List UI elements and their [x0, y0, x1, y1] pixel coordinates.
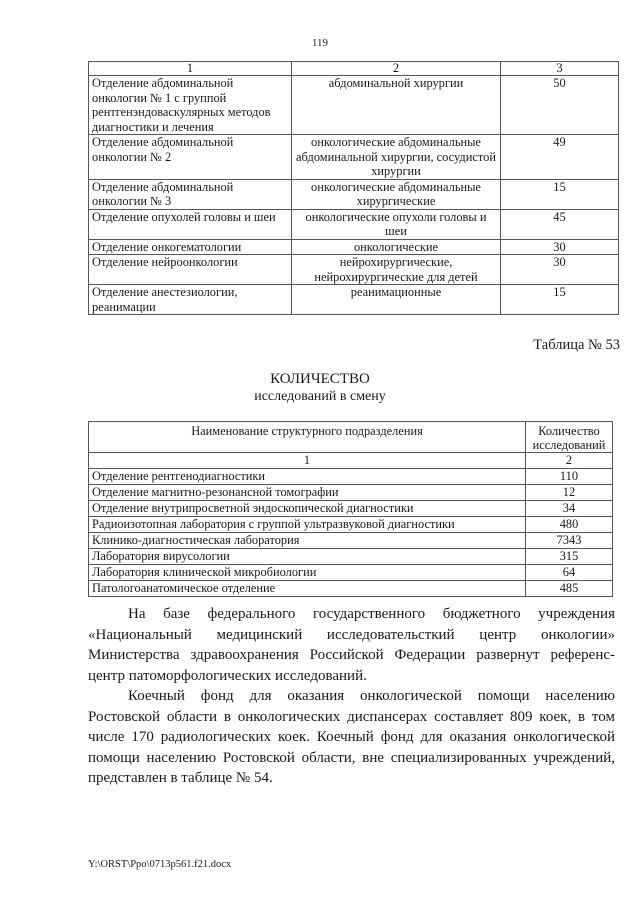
beds-cell: 30	[501, 255, 619, 285]
table-caption: Таблица № 53	[533, 337, 620, 353]
header-name: Наименование структурного подразделения	[89, 422, 526, 453]
paragraph-text: На базе федерального государственного бюджетного учреждения «Национальный медицинский исследовательсткий центр онкологии» Министерства здравоохранения Российской Федерации развернут референс-центр патоморфологических исследований.	[88, 606, 615, 684]
table-subtitle: исследований в смену	[254, 389, 386, 404]
profile-cell: нейрохирургические, нейрохирургические для детей	[292, 255, 501, 285]
count-cell: 315	[526, 549, 613, 565]
paragraph-text: Коечный фонд для оказания онкологической помощи населению Ростовской области в онкологических диспансерах составляет 809 коек, в том числе 170 радиологических коек. Коечный фонд для оказания онкологической помощи населению Ростовской области, вне специализированных учреждений, представлен в таблице № 54.	[88, 688, 615, 786]
table-row	[89, 209, 619, 239]
file-path-footer: Y:\ORST\Ppo\0713p561.f21.docx	[88, 859, 232, 870]
dept-cell: Отделение онкогематологии	[89, 239, 292, 255]
profile-cell: онкологические	[292, 239, 501, 255]
name-cell: Лаборатория вирусологии	[89, 549, 526, 565]
profile-cell: онкологические абдоминальные хирургические	[292, 179, 501, 209]
table-row	[89, 565, 613, 581]
dept-cell: Отделение анестезиологии, реанимации	[89, 285, 292, 315]
table-row	[89, 581, 613, 597]
table-row	[89, 517, 613, 533]
name-cell: Патологоанатомическое отделение	[89, 581, 526, 597]
dept-cell: Отделение абдоминальной онкологии № 2	[89, 135, 292, 180]
count-cell: 480	[526, 517, 613, 533]
name-cell: Радиоизотопная лаборатория с группой ультразвуковой диагностики	[89, 517, 526, 533]
table-title: КОЛИЧЕСТВО	[270, 371, 370, 387]
beds-table	[88, 61, 619, 315]
name-cell: Отделение рентгенодиагностики	[89, 469, 526, 485]
table-header-row	[89, 62, 619, 76]
beds-cell: 15	[501, 285, 619, 315]
dept-cell: Отделение опухолей головы и шеи	[89, 209, 292, 239]
count-cell: 34	[526, 501, 613, 517]
col-number-row	[89, 453, 613, 469]
profile-cell: реанимационные	[292, 285, 501, 315]
dept-cell: Отделение нейроонкологии	[89, 255, 292, 285]
beds-cell: 30	[501, 239, 619, 255]
header-count: Количество исследований	[526, 422, 613, 453]
paragraph	[88, 686, 615, 789]
count-cell: 7343	[526, 533, 613, 549]
name-cell: Клинико-диагностическая лаборатория	[89, 533, 526, 549]
beds-cell: 15	[501, 179, 619, 209]
col-number: 1	[89, 453, 526, 469]
table-row	[89, 549, 613, 565]
profile-cell: онкологические опухоли головы и шеи	[292, 209, 501, 239]
count-cell: 110	[526, 469, 613, 485]
col-number: 3	[501, 62, 619, 76]
profile-cell: онкологические абдоминальные абдоминальной хирургии, сосудистой хирургии	[292, 135, 501, 180]
name-cell: Отделение внутрипросветной эндоскопической диагностики	[89, 501, 526, 517]
dept-cell: Отделение абдоминальной онкологии № 1 с группой рентгенэндоваскулярных методов диагностики и лечения	[89, 76, 292, 135]
paragraph	[88, 604, 615, 686]
col-number: 2	[292, 62, 501, 76]
count-cell: 64	[526, 565, 613, 581]
beds-cell: 50	[501, 76, 619, 135]
count-cell: 12	[526, 485, 613, 501]
table-row	[89, 285, 619, 315]
table-row	[89, 255, 619, 285]
table-row	[89, 533, 613, 549]
table-row	[89, 239, 619, 255]
name-cell: Лаборатория клинической микробиологии	[89, 565, 526, 581]
col-number: 2	[526, 453, 613, 469]
beds-cell: 45	[501, 209, 619, 239]
dept-cell: Отделение абдоминальной онкологии № 3	[89, 179, 292, 209]
table-header-row	[89, 422, 613, 453]
name-cell: Отделение магнитно-резонансной томографии	[89, 485, 526, 501]
beds-cell: 49	[501, 135, 619, 180]
table-row	[89, 485, 613, 501]
profile-cell: абдоминальной хирургии	[292, 76, 501, 135]
studies-table	[88, 421, 613, 597]
count-cell: 485	[526, 581, 613, 597]
table-row	[89, 135, 619, 180]
table-row	[89, 469, 613, 485]
page-number: 119	[311, 37, 329, 49]
table-row	[89, 179, 619, 209]
table-row	[89, 501, 613, 517]
table-row	[89, 76, 619, 135]
col-number: 1	[89, 62, 292, 76]
